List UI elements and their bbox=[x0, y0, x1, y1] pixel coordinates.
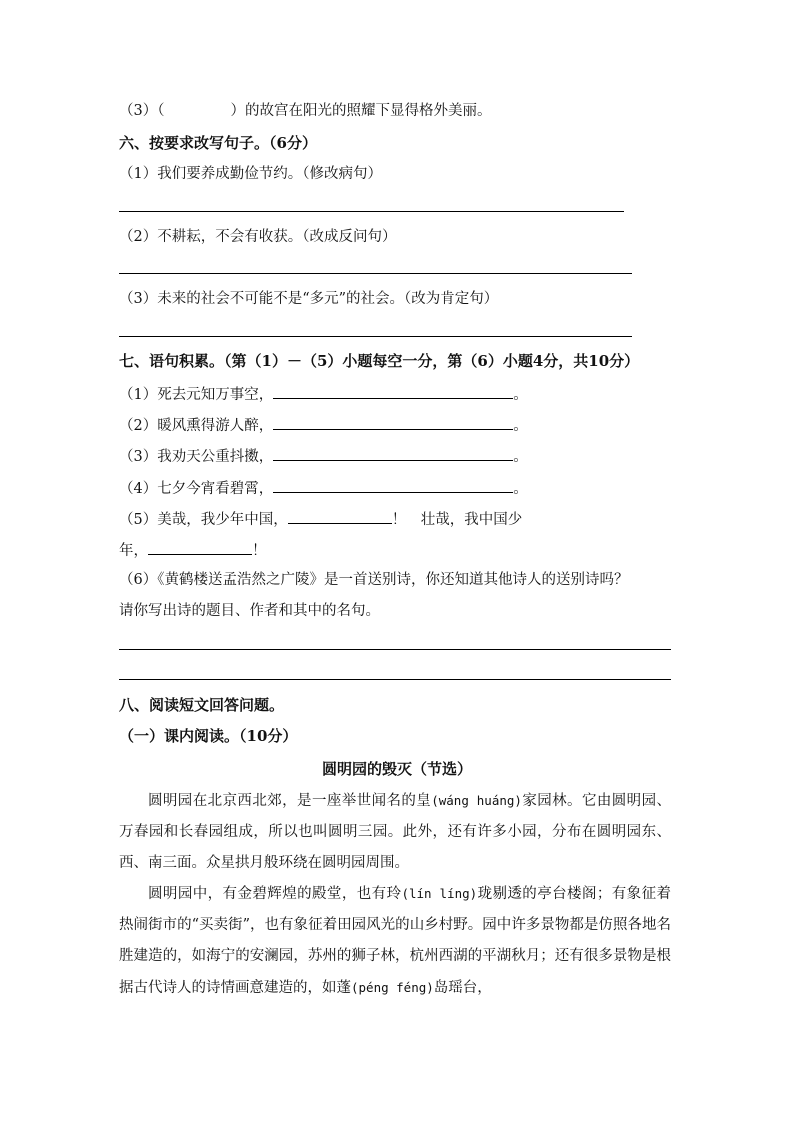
passage-paragraph-2: 圆明园中，有金碧辉煌的殿堂，也有玲(lín líng)珑剔透的亭台楼阁；有象征着热闹街市的“买卖街”，也有象征着田园风光的山乡村野。园中许多景物都是仿照各地名胜建造的，如海宁的安澜园，苏州的狮子林，杭州西湖的平湖秋月；还有很多景物是根据古代诗人的诗情画意建造的，如蓬(péng féng)岛瑶台， bbox=[119, 886, 671, 996]
answer-blank[interactable] bbox=[273, 383, 513, 399]
section-8-heading: 八、阅读短文回答问题。 bbox=[119, 696, 285, 714]
passage-title: 圆明园的毁灭（节选） bbox=[321, 760, 472, 778]
answer-blank[interactable] bbox=[273, 414, 513, 430]
poem-line: 年， bbox=[119, 543, 148, 559]
pinyin: (lín líng) bbox=[401, 886, 478, 901]
answer-line[interactable] bbox=[119, 679, 671, 680]
question-item-3 bbox=[119, 101, 491, 121]
poem-item-5-cont bbox=[119, 539, 267, 561]
item-text: ）的故宫在阳光的照耀下显得格外美丽。 bbox=[230, 103, 492, 119]
poem-line-cont: ！ 壮哉，我中国少 bbox=[391, 512, 523, 528]
poem-item-4 bbox=[119, 477, 528, 499]
poem-line: （4）七夕今宵看碧霄， bbox=[119, 481, 274, 497]
subsection-heading: （一）课内阅读。（10分） bbox=[119, 727, 298, 745]
poem-line: （2）暖风熏得游人醉， bbox=[119, 418, 274, 434]
poem-item-6-cont: 请你写出诗的题目、作者和其中的名句。 bbox=[119, 603, 380, 619]
answer-line[interactable] bbox=[119, 336, 632, 337]
section-6-heading: 六、按要求改写句子。（6分） bbox=[119, 134, 317, 152]
period: 。 bbox=[513, 387, 528, 403]
poem-line: （1）死去元知万事空， bbox=[119, 387, 274, 403]
rewrite-item-2: （2）不耕耘，不会有收获。（改成反问句） bbox=[119, 229, 397, 245]
poem-line-end: ！ bbox=[252, 543, 267, 559]
rewrite-item-1: （1）我们要养成勤俭节约。（修改病句） bbox=[119, 166, 382, 182]
answer-blank[interactable] bbox=[273, 445, 513, 461]
poem-item-5 bbox=[119, 508, 522, 530]
answer-blank[interactable] bbox=[273, 477, 513, 493]
answer-line[interactable] bbox=[119, 273, 632, 274]
pinyin: (péng féng) bbox=[351, 980, 434, 995]
section-7-heading: 七、语句积累。（第（1）－（5）小题每空一分，第（6）小题4分，共10分） bbox=[119, 352, 640, 370]
rewrite-item-3: （3）未来的社会不可能不是“多元”的社会。（改为肯定句） bbox=[119, 291, 499, 307]
item-number: （3）（ bbox=[119, 103, 165, 119]
answer-line[interactable] bbox=[119, 211, 624, 212]
period: 。 bbox=[513, 449, 528, 465]
answer-blank[interactable] bbox=[148, 539, 252, 555]
period: 。 bbox=[513, 418, 528, 434]
period: 。 bbox=[513, 481, 528, 497]
answer-blank[interactable] bbox=[288, 508, 392, 524]
poem-item-2 bbox=[119, 414, 528, 436]
pinyin: (wáng huáng) bbox=[431, 793, 522, 808]
poem-line: （3）我劝天公重抖擞， bbox=[119, 449, 274, 465]
poem-item-1 bbox=[119, 383, 528, 405]
poem-item-6: （6）《黄鹤楼送孟浩然之广陵》是一首送别诗，你还知道其他诗人的送别诗吗？ bbox=[119, 572, 629, 588]
passage-paragraph-1: 圆明园在北京西北郊，是一座举世闻名的皇(wáng huáng)家园林。它由圆明园、万春园和长春园组成，所以也叫圆明三园。此外，还有许多小园，分布在圆明园东、西、南三面。众星拱月般环绕在圆明园周围。 bbox=[119, 793, 671, 871]
poem-item-3 bbox=[119, 445, 528, 467]
answer-line[interactable] bbox=[119, 649, 671, 650]
poem-line: （5）美哉，我少年中国， bbox=[119, 512, 288, 528]
